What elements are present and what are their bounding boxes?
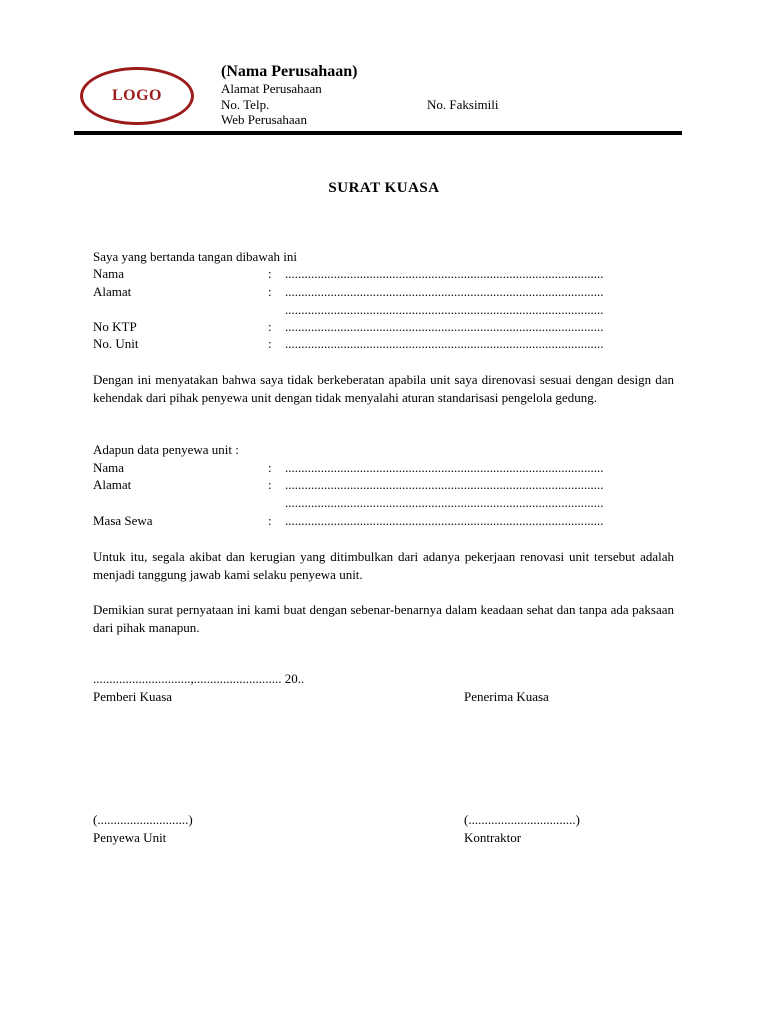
responsibility-paragraph: Untuk itu, segala akibat dan kerugian yang ditimbulkan dari adanya pekerjaan renovasi unit tersebut adalah menjadi tanggung jawab kami selaku penyewa unit. <box>93 549 674 582</box>
grantee-signature-heading: Penerima Kuasa <box>464 689 549 704</box>
tenant-lease-blank: .................................................................................................. <box>285 513 604 528</box>
grantor-signature-heading: Pemberi Kuasa <box>93 689 173 704</box>
tenant-address-blank: .................................................................................................. <box>285 477 604 492</box>
tenant-address-blank-2: .................................................................................................. <box>285 495 604 510</box>
intro-text: Saya yang bertanda tangan dibawah ini <box>93 249 297 264</box>
grantor-role: Penyewa Unit <box>93 830 167 845</box>
field-colon: : <box>268 336 272 351</box>
tenant-lease-label: Masa Sewa <box>93 513 153 528</box>
grantor-name-blank: .................................................................................................. <box>285 266 604 281</box>
tenant-name-label: Nama <box>93 460 125 475</box>
header-divider <box>74 131 682 135</box>
grantee-signature-blank: (.................................) <box>464 812 580 827</box>
company-address: Alamat Perusahaan <box>221 81 322 96</box>
tenant-intro: Adapun data penyewa unit : <box>93 442 239 457</box>
grantor-signature-blank: (............................) <box>93 812 193 827</box>
company-logo <box>80 67 194 125</box>
date-line: ..............................,........................... 20.. <box>93 671 305 686</box>
logo-text: LOGO <box>111 87 162 104</box>
field-colon: : <box>268 460 272 475</box>
field-colon: : <box>268 477 272 492</box>
company-name: (Nama Perusahaan) <box>221 63 358 80</box>
grantor-address-label: Alamat <box>93 284 132 299</box>
company-phone: No. Telp. <box>221 97 270 112</box>
field-colon: : <box>268 284 272 299</box>
grantor-address-blank-2: .................................................................................................. <box>285 302 604 317</box>
field-colon: : <box>268 513 272 528</box>
company-fax: No. Faksimili <box>427 97 499 112</box>
grantee-role: Kontraktor <box>464 830 522 845</box>
closing-paragraph: Demikian surat pernyataan ini kami buat dengan sebenar-benarnya dalam keadaan sehat dan tanpa ada paksaan dari pihak manapun. <box>93 602 674 635</box>
grantor-name-label: Nama <box>93 266 125 281</box>
field-colon: : <box>268 266 272 281</box>
company-web: Web Perusahaan <box>221 112 307 127</box>
tenant-name-blank: .................................................................................................. <box>285 460 604 475</box>
field-colon: : <box>268 319 272 334</box>
grantor-ktp-label: No KTP <box>93 319 137 334</box>
statement-paragraph: Dengan ini menyatakan bahwa saya tidak berkeberatan apabila unit saya direnovasi sesuai dengan design dan kehendak dari pihak penyewa unit dengan tidak menyalahi aturan standarisasi pengelola gedung. <box>93 372 674 405</box>
grantor-ktp-blank: .................................................................................................. <box>285 319 604 334</box>
document-title: SURAT KUASA <box>328 180 440 196</box>
tenant-address-label: Alamat <box>93 477 132 492</box>
grantor-unit-blank: .................................................................................................. <box>285 336 604 351</box>
grantor-unit-label: No. Unit <box>93 336 139 351</box>
grantor-address-blank: .................................................................................................. <box>285 284 604 299</box>
